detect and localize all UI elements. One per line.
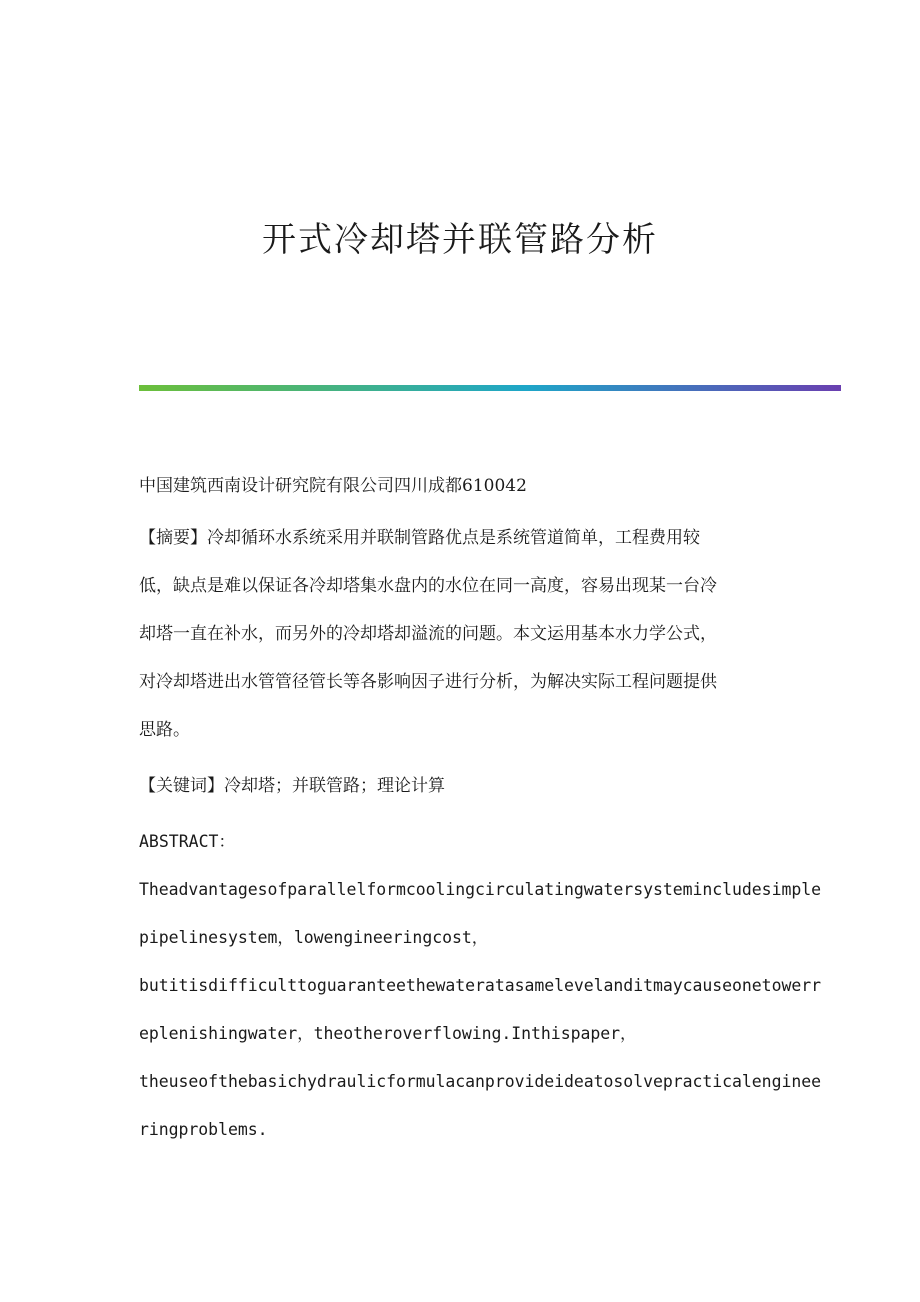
abstract-en-line: eplenishingwater，theotheroverflowing.Inthispaper， [139,1024,637,1043]
document-title: 开式冷却塔并联管路分析 [262,220,658,260]
abstract-en-line: pipelinesystem，lowengineeringcost， [139,928,489,947]
affiliation: 中国建筑西南设计研究院有限公司四川成都610042 [139,476,527,496]
abstract-en-line: theuseofthebasichydraulicformulacanprovideideatosolvepracticalenginee [139,1072,821,1091]
keywords: 【关键词】冷却塔；并联管路；理论计算 [139,776,445,796]
title-divider [139,385,841,391]
abstract-cn-line: 思路。 [139,720,190,740]
abstract-cn-line: 【摘要】冷却循环水系统采用并联制管路优点是系统管道简单，工程费用较 [139,528,700,548]
abstract-en-line: Theadvantagesofparallelformcoolingcirculatingwatersystemincludesimple [139,880,821,899]
abstract-chinese [139,514,789,754]
abstract-en-line: ringproblems. [139,1120,268,1139]
abstract-cn-line: 却塔一直在补水，而另外的冷却塔却溢流的问题。本文运用基本水力学公式， [139,624,717,644]
abstract-english [139,866,821,1154]
document-body [139,462,821,1154]
abstract-cn-line: 低，缺点是难以保证各冷却塔集水盘内的水位在同一高度，容易出现某一台冷 [139,576,717,596]
abstract-label: ABSTRACT： [139,832,235,851]
abstract-en-line: butitisdifficulttoguaranteethewateratasamelevelanditmaycauseonetowerr [139,976,821,995]
abstract-cn-line: 对冷却塔进出水管管径管长等各影响因子进行分析，为解决实际工程问题提供 [139,672,717,692]
